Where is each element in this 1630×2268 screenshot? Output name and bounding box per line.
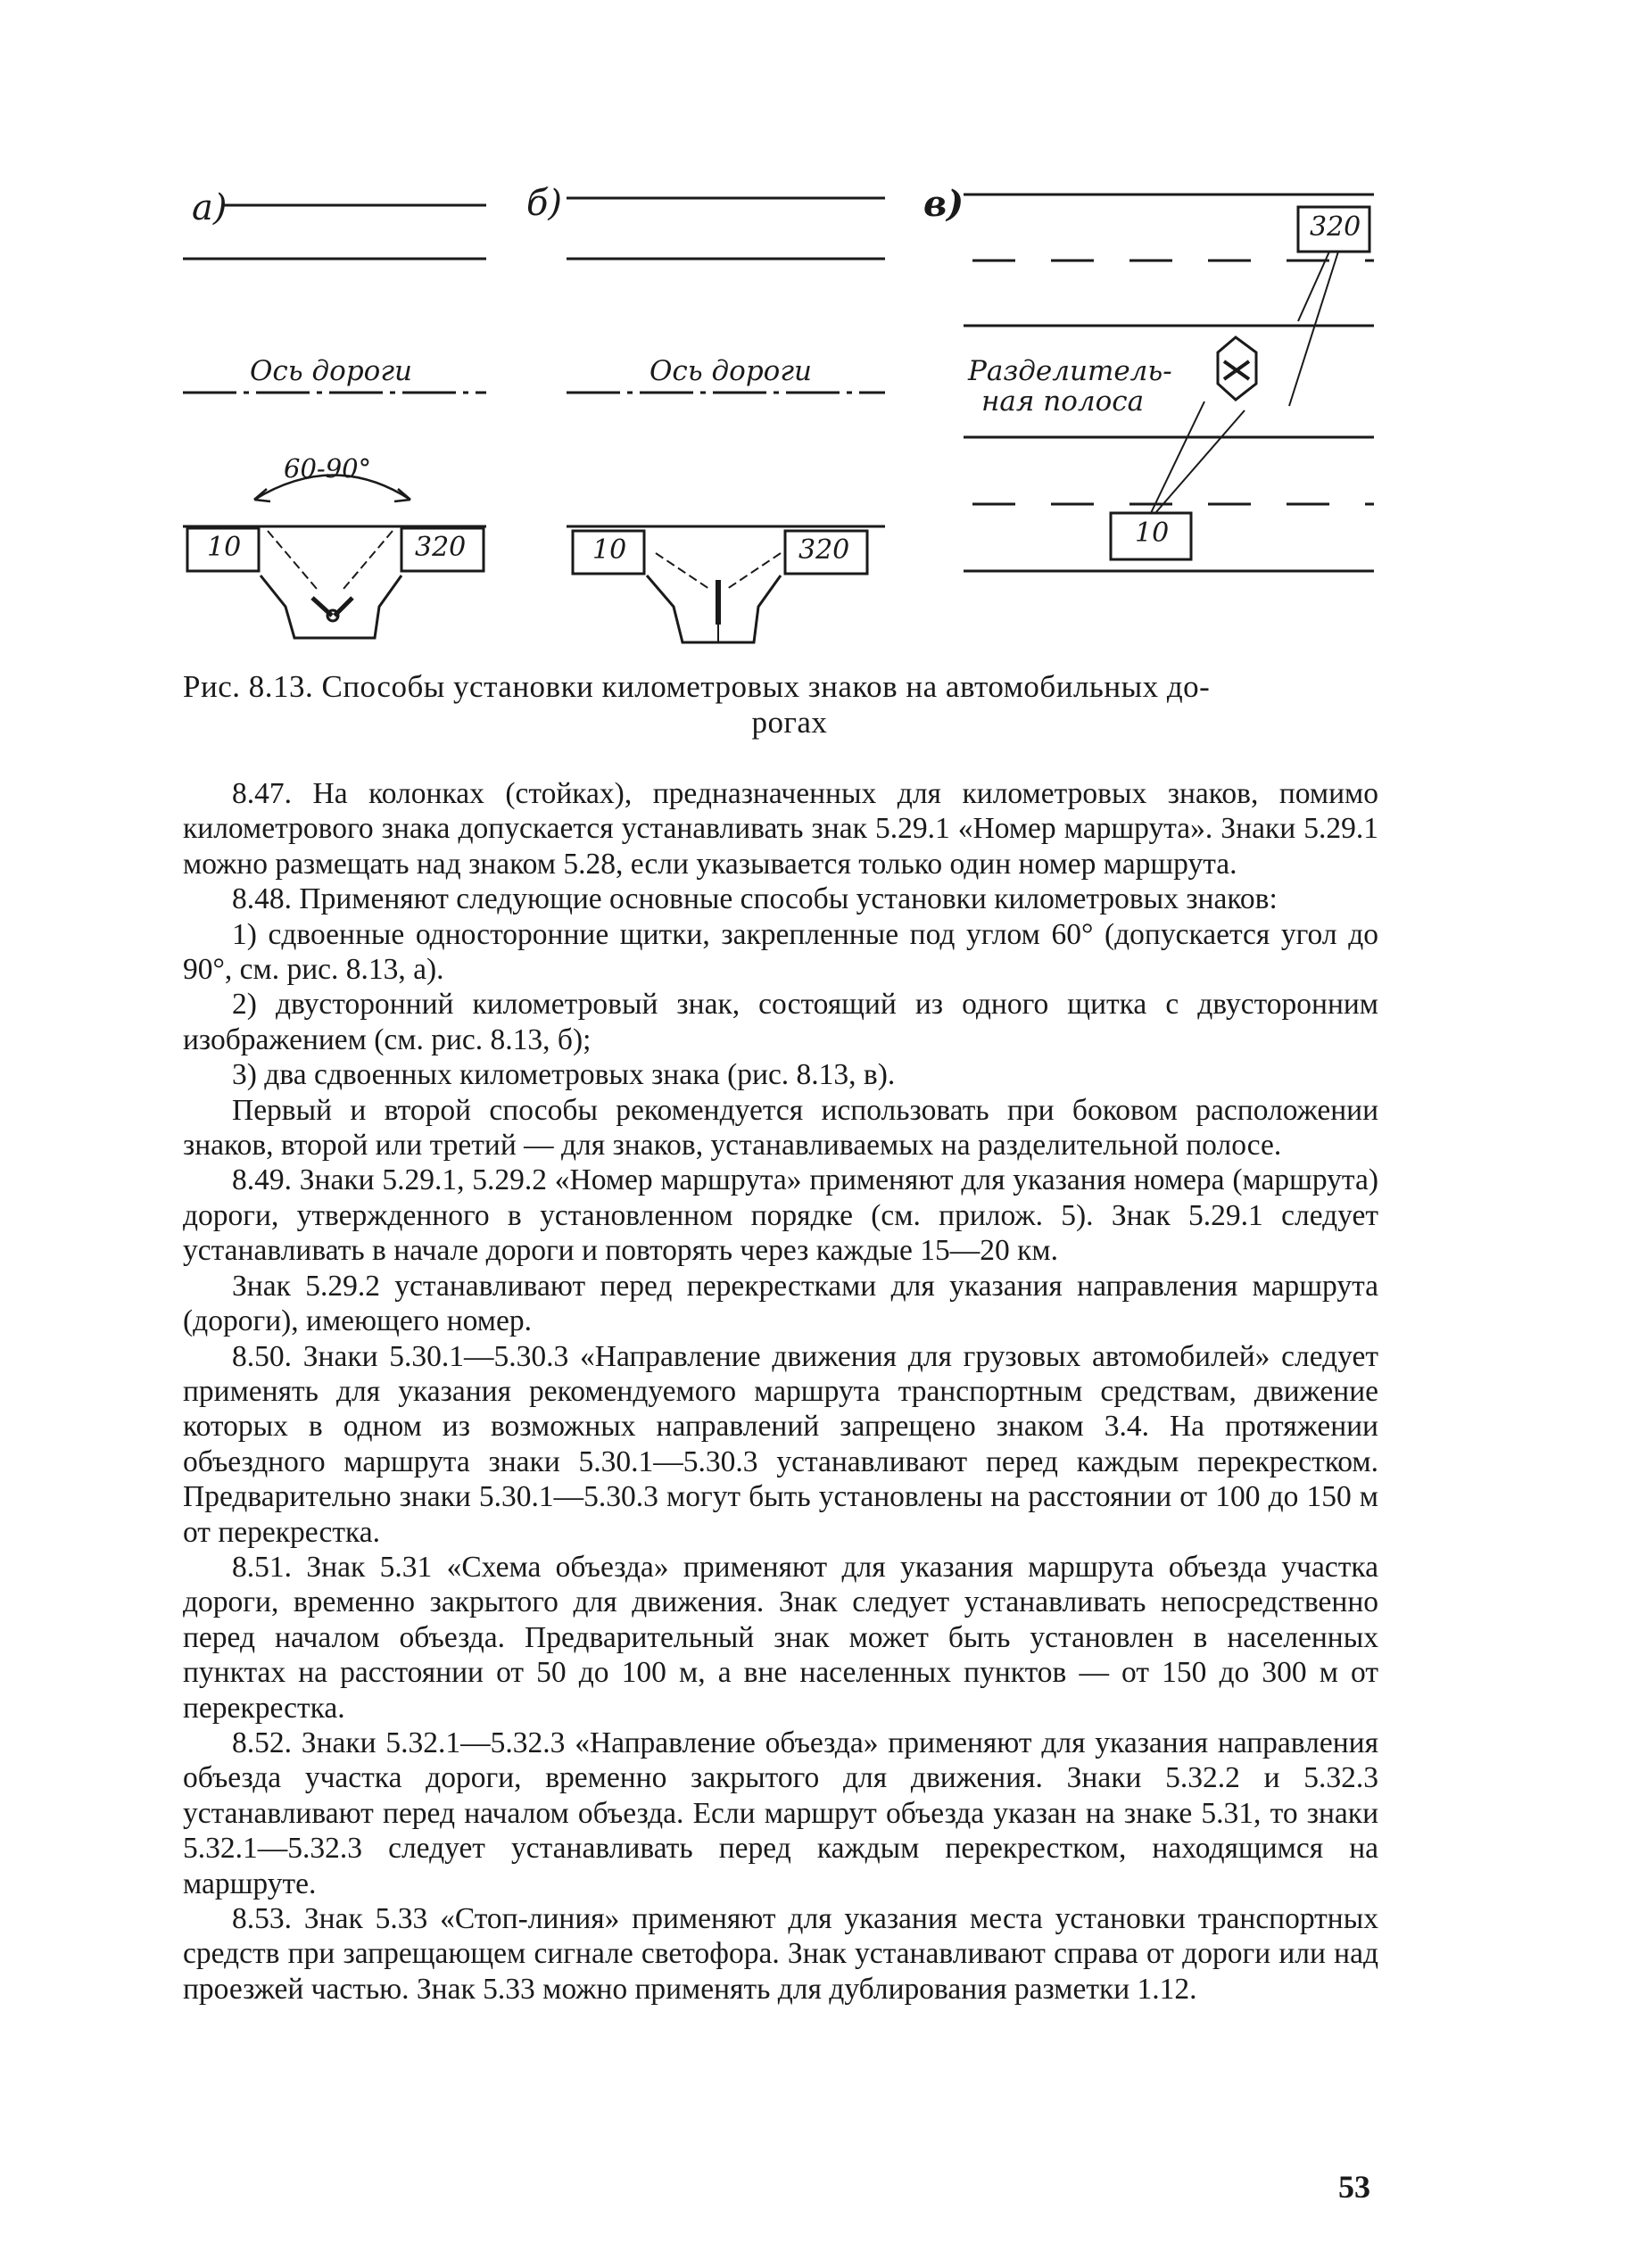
median-label-line2: ная полоса: [981, 385, 1145, 418]
axis-label-a: Ось дороги: [250, 355, 412, 387]
paragraph-8-49: 8.49. Знаки 5.29.1, 5.29.2 «Номер маршрута» применяют для указания номера (маршрута) дороги, утвержденного в установленном порядке (см. прилож. 5). Знак 5.29.1 следует устанавливать в начале дороги и повторять через каждые 15—20 км.: [183, 1163, 1378, 1268]
body-text: [183, 776, 1378, 2007]
list-item-1: 1) сдвоенные односторонние щитки, закрепленные под углом 60° (допускается угол до 90°, см. рис. 8.13, а).: [183, 917, 1378, 987]
page-number: 53: [1338, 2169, 1370, 2205]
sign-a-right: 320: [415, 532, 467, 563]
sign-c-bottom: 10: [1135, 517, 1170, 549]
paragraph-8-47: 8.47. На колонках (стойках), предназначенных для километровых знаков, помимо километрового знака допускается устанавливать знак 5.29.1 «Номер маршрута». Знаки 5.29.1 можно размещать над знаком 5.28, если указывается только один номер маршрута.: [183, 777, 1378, 881]
panel-label-b: б): [526, 183, 563, 224]
caption-line-1: Рис. 8.13. Способы установки километровых знаков на автомобильных до-: [183, 669, 1211, 704]
panel-a-diagram: [183, 205, 486, 638]
sign-c-top: 320: [1310, 211, 1361, 243]
paragraph-5-29-2: Знак 5.29.2 устанавливают перед перекрестками для указания направления маршрута (дороги), имеющего номер.: [183, 1269, 1378, 1338]
list-item-2: 2) двусторонний километровый знак, состоящий из одного щитка с двусторонним изображением (см. рис. 8.13, б);: [183, 988, 1378, 1056]
caption-line-2: рогах: [751, 705, 828, 740]
panel-label-c: в): [923, 183, 964, 225]
paragraph-8-51: 8.51. Знак 5.31 «Схема объезда» применяют для указания маршрута объезда участка дороги, временно закрытого для движения. Знак следует устанавливать непосредственно перед началом объезда. Предварительный знак может быть установлен в населенных пунктах на расстоянии от 50 до 100 м, а вне населенных пунктов — от 150 до 300 м от перекрестка.: [183, 1550, 1378, 1725]
paragraph-8-48: 8.48. Применяют следующие основные способы установки километровых знаков:: [232, 882, 1278, 916]
list-item-3: 3) два сдвоенных километровых знака (рис. 8.13, в).: [232, 1058, 896, 1092]
sign-b-right: 320: [798, 534, 850, 566]
sign-b-left: 10: [592, 534, 627, 566]
paragraph-methods-note: Первый и второй способы рекомендуется использовать при боковом расположении знаков, второй или третий — для знаков, устанавливаемых на разделительной полосе.: [183, 1093, 1378, 1163]
axis-label-b: Ось дороги: [650, 355, 812, 387]
paragraph-8-52: 8.52. Знаки 5.32.1—5.32.3 «Направление объезда» применяют для указания направления объезда участка дороги, временно закрытого для движения. Знаки 5.32.2 и 5.32.3 устанавливают перед началом объезда. Если маршрут объезда указан на знаке 5.31, то знаки 5.32.1—5.32.3 следует устанавливать перед каждым перекрестком, находящимся на маршруте.: [183, 1726, 1378, 1900]
sign-a-left: 10: [207, 532, 242, 563]
panel-label-a: а): [192, 187, 228, 228]
panel-b-diagram: [567, 198, 885, 642]
angle-label: 60-90°: [284, 453, 372, 484]
median-label-line1: Разделитель-: [968, 355, 1172, 387]
paragraph-8-53: 8.53. Знак 5.33 «Стоп-линия» применяют для указания места установки транспортных средств при запрещающем сигнале светофора. Знак устанавливают справа от дороги или над проезжей частью. Знак 5.33 можно применять для дублирования разметки 1.12.: [183, 1902, 1378, 2006]
paragraph-8-50: 8.50. Знаки 5.30.1—5.30.3 «Направление движения для грузовых автомобилей» следует применять для указания рекомендуемого маршрута транспортным средствам, движение которых в одном из возможных направлений запрещено знаком 3.4. На протяжении объездного маршрута знаки 5.30.1—5.30.3 устанавливают перед каждым перекрестком. Предварительно знаки 5.30.1—5.30.3 могут быть установлены на расстоянии от 100 до 150 м от перекрестка.: [183, 1339, 1378, 1549]
figure-caption: [183, 669, 1361, 741]
